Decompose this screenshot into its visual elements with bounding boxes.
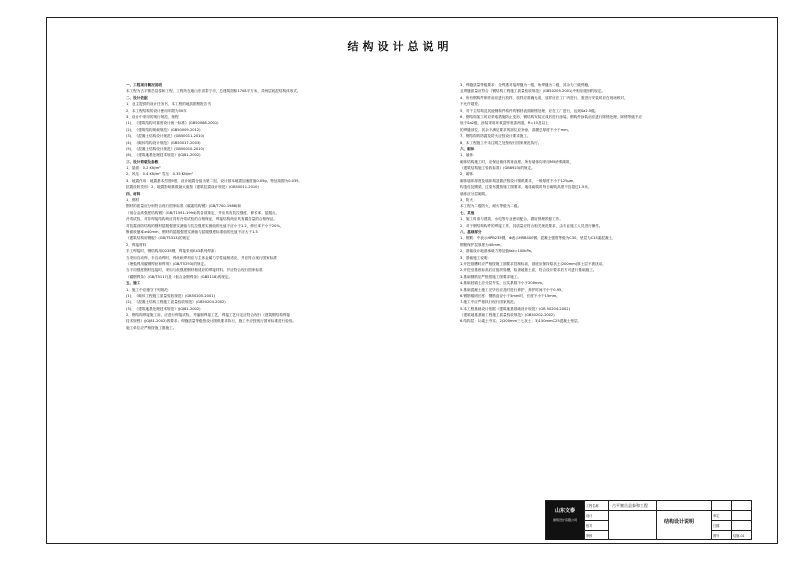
left-column-line: (3)、《混凝土结构设计规范》(GB50011-2010) [126,134,205,139]
left-column-line: 2、焊接材料 [126,242,147,247]
logo-subtext: 建筑设计有限公司 [552,518,577,522]
right-notes-column [460,82,760,325]
title-block [545,500,752,540]
left-column-line: 2、本工程结构的设计使用年限为50年 [126,108,187,113]
right-column-line: 7.施工中应严格执行现行国家规范。 [460,300,518,305]
left-column-line: 冷弯试验，对非焊接结构尚应具有冷弯试验的合格保证，焊接结构尚应具有碳含量的合格保证。 [126,217,277,222]
left-column-line: 《建筑结构用钢板》(GB/T5313)的规定 [126,236,190,241]
right-column-line: 八、基础部分 [460,229,482,234]
left-column-line: (2)、《混凝土结构工程施工质量验收规范》(GB50204-2002) [126,300,226,305]
right-column-line: 5.本工程基础设计依据《建筑地基基础设计规范》(GB 50204-2002) [460,306,570,311]
right-column-line: 4、所有钢构件制作前应进行放样，放样应准确无误，放样应在工厂内进行，需进行安装时应在现场核对， [460,95,628,100]
right-column-line: 2、基础设计地基承载力特征值fak=100kPa。 [460,249,535,254]
logo-text: 山东文泰 [554,508,575,514]
left-column-line: (6)、《建筑地基处理技术规范》(JGJ81-2002) [126,153,201,158]
left-column-line: 1、钢材 [126,198,140,203]
right-column-line: 3、防火 [460,198,474,203]
left-column-line: 施工单位应严格按施工图施工。 [126,325,177,330]
tb-field-drawing-no: 图号 [713,534,720,538]
right-column-line: 砌体墙体厚度及墙体构造做法按设计图纸要求，一般厚度不小于125μm， [460,178,577,183]
left-column-line: 1、业主提供的设计任务书，本工程的地质勘察报告书 [126,102,211,107]
right-column-line: 3.基础钢筋应严格按施工图要求施工。 [460,274,521,279]
left-column-line: (3)、《建筑地基处理技术规范》(JGJ81-2002) [126,306,201,311]
right-column-line: 6、钢结构加工时应采取措施防止变形，钢结构安装完成后进行涂装。钢构件涂装前应进行除锈处理，除锈等级不应 [460,114,642,119]
left-column-line: 四、材料 [126,191,141,196]
right-column-line: 砌体结构施工时，应保证墙体的垂直度，所有墙体均采用M5砂浆砌筑， [460,159,574,164]
tb-field-date: 日期 [713,524,720,528]
right-column-line: 1.开挖基槽时应严格按施工图要求控制标高，基底应保持原状土(200mm)厚土层不被扰动。 [460,261,606,266]
left-column-line: 2、风压：0.4 KN/m² 雪压：0.35 KN/m² [126,172,193,177]
tb-drawing-number: 结施-01 [733,534,745,538]
left-column-line: 《埋弧焊用碳钢焊丝和焊剂》(GB/T5293)的规定。 [126,261,208,266]
right-column-line: 不允许超差。 [460,102,482,107]
right-column-line: 1、施工时请与建筑、水电等专业密切配合，做好预埋预留工作。 [460,217,563,222]
left-column-line: 技术规程》(JGJ81-2002)的要求；焊缝质量等级按设计图纸要求执行，施工中应按现行国家标准进行检验。 [126,319,297,324]
tb-drawing-name: 结构设计说明 [664,519,695,525]
right-column-line: 钢筋保护层厚度为40mm。 [460,242,504,247]
right-column-line: 的焊缝部位，其余不满足要求的部位应补涂，漆膜总厚度不小于mm。 [460,127,572,132]
tb-field-design: 设计 [586,514,593,518]
left-column-line: 二、设计依据 [126,95,148,100]
right-column-line: 7、钢结构的防腐及防火应按设计要求施工。 [460,134,531,139]
right-column-line: 8、本工程施工中未注明之处按现行国家规范执行。 [460,140,542,145]
left-column-line: (5)、《混凝土结构设计规范》(GB50010-2010) [126,146,205,151]
left-column-line: (1)、《建筑结构可靠度设计统一标准》(GB50068-2001) [126,121,219,126]
company-logo [546,501,584,540]
right-column-line: 2、砌体： [460,172,477,177]
right-column-line: 1、钢筋：中表示HPB235钢，Φ表示HRB400钢；混凝土强度等级为C30，垫层为C15素混凝土， [460,236,616,241]
right-column-line: 本工程为二级防火，耐火等级为二级。 [460,204,522,209]
page-title: 结构设计总说明 [347,40,453,53]
right-column-line: 墙体应分层砌筑。 [460,191,489,196]
left-column-line: 当不同强度钢材连接时，采用与低强度钢材相适应的焊接材料，并应符合现行国家标准 [126,268,263,273]
left-column-line: 对抗震设防结构的钢材屈服强度实测值与抗拉强度实测值的比值不应小于1.2，伸长率不小于20%， [126,223,284,228]
right-column-line: 4.基础回填土应分层夯实，压实系数不小于200mm。 [460,281,546,286]
right-column-line: 3、基础施工说明： [460,255,492,260]
left-column-line: (4)、《砌体结构设计规范》(GB50017-2003) [126,140,201,145]
right-column-line: 2、对于钢结构构件的焊接工作，其质量应符合相关规范要求，由专业施工人员进行操作。 [460,223,603,228]
left-column-line: 抗震设防类别：2、地震影响系数最大值按《建筑抗震设计规范》(GB50011-2010) [126,185,259,190]
right-column-line: 《建筑地基基础工程施工质量验收规范》(GB50202-2002) [460,313,555,318]
left-column-line: (2)、《建筑结构荷载规范》(GB50009-2012) [126,127,201,132]
right-column-line: 6.结构层：1)素土夯实；2)200mm三七灰土；3)150mmC25混凝土垫层。 [460,319,582,324]
left-notes-column [126,82,446,331]
left-column-line: 一、工程项目概况说明 [126,83,162,87]
right-column-line: 6.钢筋锚固长度：钢筋直径小于5mm时，长度不小于15mm。 [460,293,560,298]
left-column-line: 当采用自动焊、半自动焊时，焊丝和焊剂应与主体金属力学性能相适应，并应符合现行国家标准 [126,255,277,260]
left-column-line: 五、施工 [126,281,141,286]
right-column-line: 七、其他 [460,210,475,215]
right-column-line: 六、砌体 [460,146,475,151]
left-column-line: 3、地震作用：地震基本烈度6度，设计地震分组为第二组，设计基本地震加速度值0.05g，特征周期为0.035， [126,178,303,183]
left-column-line: (1)、《砌体工程施工质量验收规范》(GB50205-2001) [126,293,215,298]
left-column-line: 1、屋面：0.2 KN/m² [126,166,161,171]
left-column-line: 1、施工中应遵守下列规范： [126,287,172,292]
left-column-line: 钢材的质量应分别符合现行国家标准《碳素结构钢》(GB/T700-1988)和 [126,204,242,209]
right-column-line: 低于Sa2级，涂装采用环氧富锌底漆两道，R=10及以上 [460,121,549,126]
tb-field-check: 校对 [586,524,593,528]
right-column-line: 5.基础混凝土施工完毕后应及时进行养护，养护时间不小于0.95。 [460,287,565,292]
right-column-line: 且焊缝质量应符合《钢结构工程施工质量验收规范》(GB50205-2001)中相应级别的规定。 [460,89,605,94]
tb-project-name: 古平寨岳县泰和工程 [612,503,648,508]
right-column-line: 2.开挖至基底标高后应组织验槽，检查地基土质，符合设计要求后方可进行基础施工。 [460,268,597,273]
left-column-line: 本工程为古平寨岳县泰和工程，工程所在地山东省泰宁市，总建筑面积1708平方米，共两层砖混结构体形式。 [126,89,301,94]
tb-field-project-label: 工程名称 [586,504,599,508]
right-column-line: 3、焊缝质量等级要求：全焊透对接焊缝为一级，角焊缝为二级，其余为三级焊缝， [460,83,592,87]
left-column-line: 断面收缩率≥40mm，钢材的屈服强度实测值与屈服强度标准值的比值不应大于1.3 [126,229,258,234]
right-column-line: 构造柱及圈梁、过梁布置按施工图要求，墙体砌筑时每日砌筑高度不宜超过1.5米， [460,185,592,190]
left-column-line: 手工焊接时，钢结构用Q235钢，焊接采用E43系列焊条； [126,249,218,254]
left-column-line: 2、钢结构焊接施工前，应进行焊接试验，并编制焊接工艺，焊接工艺评定应符合现行《建筑钢结构焊接 [126,313,291,318]
left-column-line: 《低合金高强度结构钢》(GB/T1591-1994)的各项规定，并应具有抗拉强度、伸长率、屈服点、 [126,210,280,215]
left-column-line: 3、设计中采用的现行规范、规程 [126,114,179,119]
right-column-line: 5、对于主结构及其他钢构件构件的钢材表面除锈处理，应在工厂进行，达到Sa2.5级。 [460,108,599,113]
right-column-line: 《建筑结构施工验收标准》(GB8923)的规定。 [460,166,535,171]
left-column-line: 三、设计荷载及参数 [126,159,159,164]
left-column-line: 《碳钢焊条》(GB/T5117)及《低合金钢焊条》(GB5118)的规定。 [126,274,233,279]
tb-field-review: 审核 [586,534,593,538]
tb-field-approve: 审定 [713,514,720,518]
right-column-line: 1、墙体： [460,153,477,158]
